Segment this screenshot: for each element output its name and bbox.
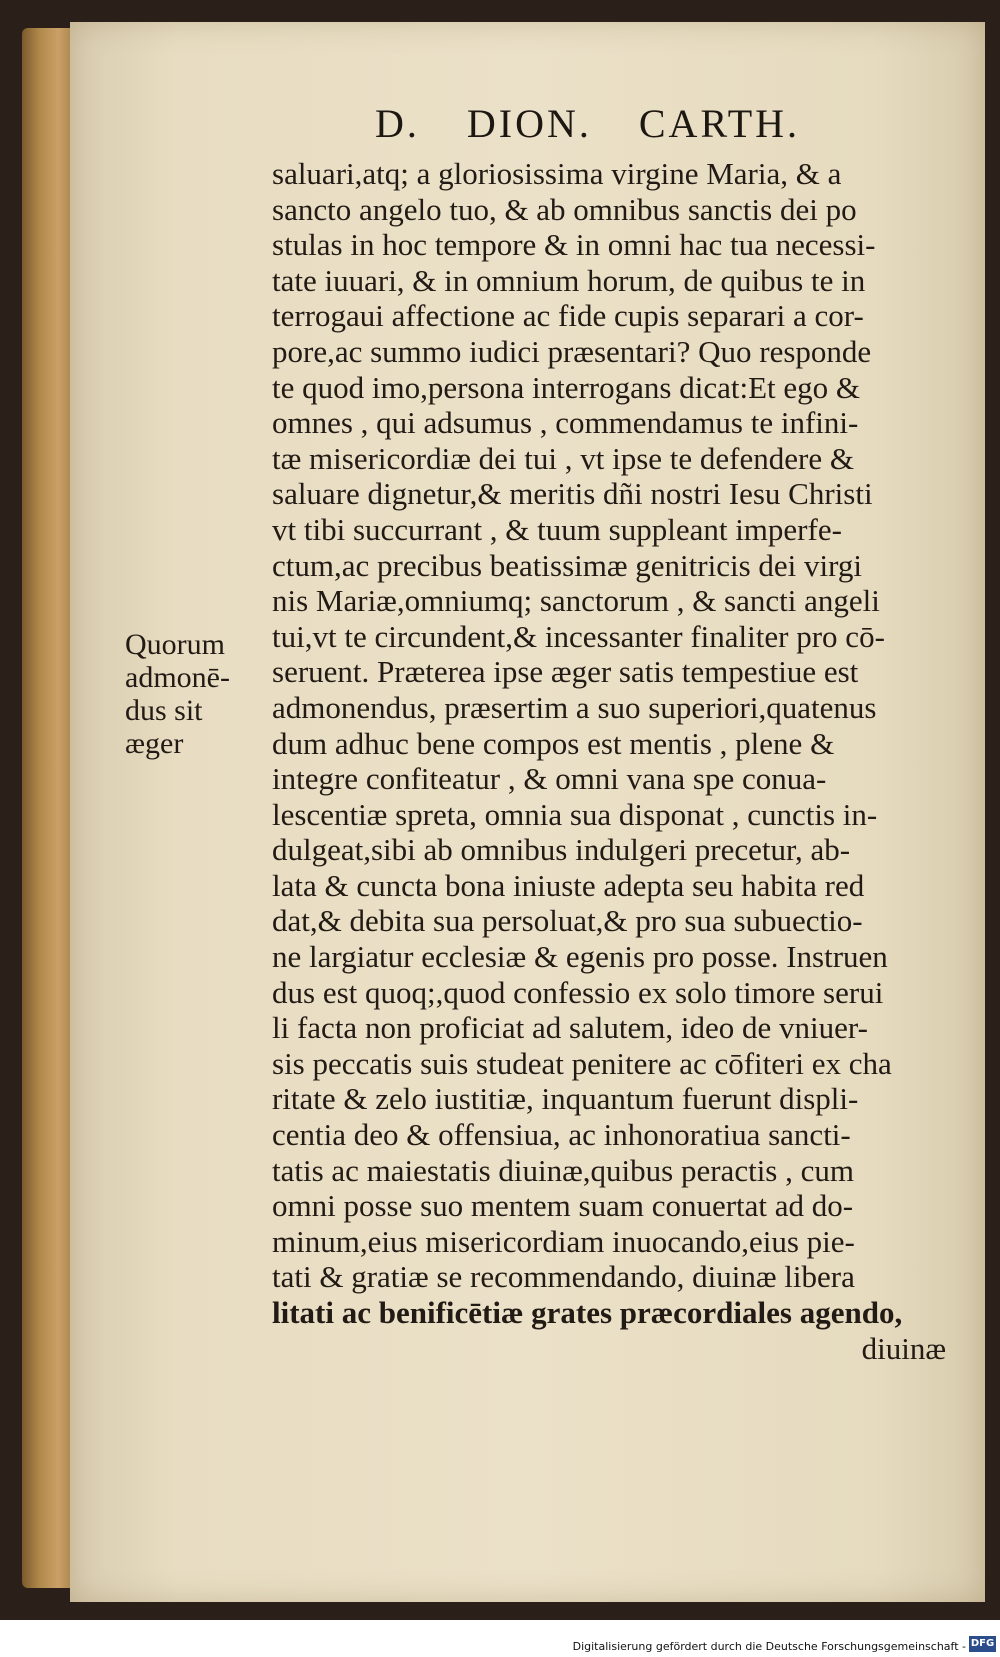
text-line: saluare dignetur,& meritis dñi nostri Iesu Christi <box>272 476 873 512</box>
running-head-part: DION. <box>466 101 592 146</box>
margin-note <box>125 628 265 760</box>
catchword: diuinæ <box>861 1330 946 1366</box>
margin-note-line: æger <box>125 727 184 760</box>
text-line: dus est quoq;,quod confessio ex solo timore serui <box>272 974 884 1010</box>
text-line: tatis ac maiestatis diuinæ,quibus peractis , cum <box>272 1152 854 1188</box>
text-line: tui,vt te circundent,& incessanter finaliter pro cō- <box>272 618 885 654</box>
text-line: minum,eius misericordiam inuocando,eius pie- <box>272 1223 855 1259</box>
dfg-logo-icon: DFG <box>969 1636 996 1652</box>
text-line: admonendus, præsertim a suo superiori,quatenus <box>272 689 877 725</box>
text-line: sancto angelo tuo, & ab omnibus sanctis dei po <box>272 191 857 227</box>
digitization-credit: Digitalisierung gefördert durch die Deutsche Forschungsgemeinschaft - <box>572 1640 966 1653</box>
margin-note-line: Quorum <box>125 628 225 661</box>
text-line: dat,& debita sua persoluat,& pro sua subuectio- <box>272 903 863 939</box>
running-head <box>375 100 815 147</box>
text-line: terrogaui affectione ac fide cupis separari a cor- <box>272 298 864 334</box>
text-line: nis Mariæ,omniumq; sanctorum , & sancti angeli <box>272 583 880 619</box>
text-line: ctum,ac precibus beatissimæ genitricis dei virgi <box>272 547 863 583</box>
text-line: vt tibi succurrant , & tuum suppleant imperfe- <box>272 511 842 547</box>
text-line: saluari,atq; a gloriosissima virgine Maria, & a <box>272 156 842 191</box>
running-head-part: CARTH. <box>638 101 801 146</box>
margin-note-line: dus sit <box>125 694 203 727</box>
text-line: dulgeat,sibi ab omnibus indulgeri precetur, ab- <box>272 832 851 868</box>
body-text <box>272 156 952 1366</box>
text-line: pore,ac summo iudici præsentari? Quo responde <box>272 333 872 369</box>
text-line: lata & cuncta bona iniuste adepta seu habita red <box>272 867 865 903</box>
text-line: omnes , qui adsumus , commendamus te infini- <box>272 405 859 441</box>
text-line: sis peccatis suis studeat penitere ac cōfiteri ex cha <box>272 1045 892 1081</box>
text-line: litati ac benificētiæ grates præcordiales agendo, <box>272 1295 903 1330</box>
book-fore-edge <box>22 28 74 1588</box>
text-line: tate iuuari, & in omnium horum, de quibus te in <box>272 262 866 298</box>
text-line: centia deo & offensiua, ac inhonoratiua sancti- <box>272 1117 851 1153</box>
text-line: te quod imo,persona interrogans dicat:Et ego & <box>272 369 860 405</box>
text-line: integre confiteatur , & omni vana spe conua- <box>272 761 827 797</box>
text-line: ritate & zelo iustitiæ, inquantum fuerunt displi- <box>272 1081 859 1117</box>
margin-note-line: admonē- <box>125 661 230 694</box>
text-line: stulas in hoc tempore & in omni hac tua necessi- <box>272 227 876 263</box>
text-line: tæ misericordiæ dei tui , vt ipse te defendere & <box>272 440 854 476</box>
text-line: dum adhuc bene compos est mentis , plene & <box>272 725 835 761</box>
text-line: omni posse suo mentem suam conuertat ad do- <box>272 1188 854 1224</box>
text-line: tati & gratiæ se recommendando, diuinæ libera <box>272 1259 855 1295</box>
text-line: lescentiæ spreta, omnia sua disponat , cunctis in- <box>272 796 878 832</box>
text-line: li facta non proficiat ad salutem, ideo de vniuer- <box>272 1010 868 1046</box>
running-head-part: D. <box>375 101 420 146</box>
text-line: ne largiatur ecclesiæ & egenis pro posse. Instruen <box>272 939 888 975</box>
text-line: seruent. Præterea ipse æger satis tempestiue est <box>272 654 859 690</box>
